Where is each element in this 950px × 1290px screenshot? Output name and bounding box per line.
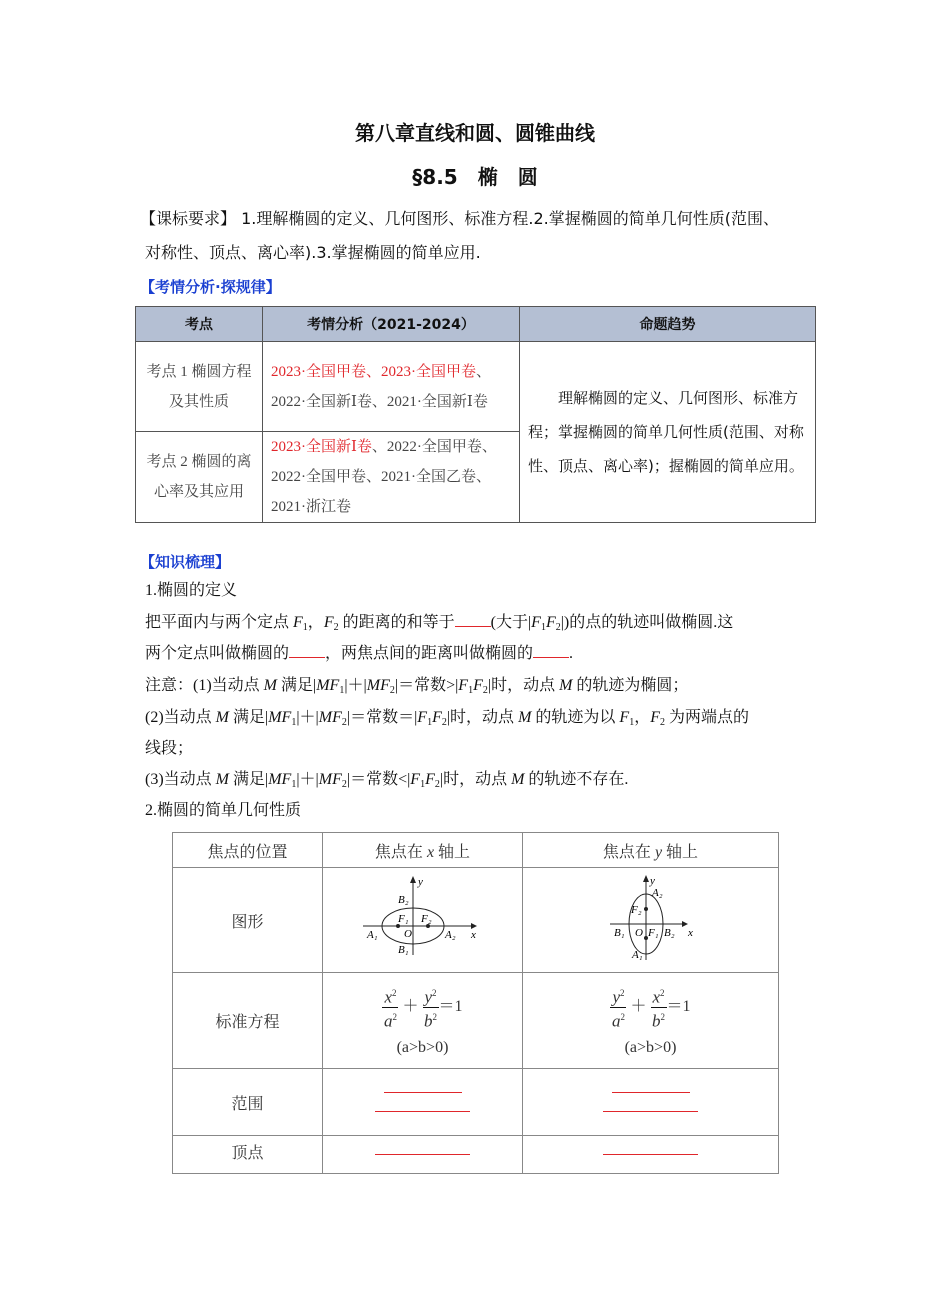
numerator: y — [424, 988, 433, 1007]
math-variable: M — [511, 771, 525, 788]
plus-sign: ＋ — [402, 998, 419, 1016]
math-variable: M — [215, 771, 229, 788]
math-variable: F — [545, 614, 556, 631]
text: |＋| — [296, 709, 319, 726]
fraction — [423, 984, 439, 1030]
fraction — [651, 984, 667, 1030]
vertex-y-blank[interactable] — [523, 1136, 779, 1174]
text: |时，动点 — [487, 677, 560, 694]
math-variable: F — [425, 771, 435, 788]
highlight-exams: 2023·全国甲卷、2023·全国甲卷 — [271, 363, 476, 380]
analysis-cell — [263, 342, 520, 432]
text: 的距离的和等于 — [338, 614, 455, 631]
requirements-line2: 对称性、顶点、离心率).3.掌握椭圆的简单应用. — [145, 243, 481, 262]
text: 满足| — [277, 677, 317, 694]
y-focus-header — [523, 833, 779, 868]
knowledge-line — [145, 676, 688, 696]
text: |＝常数<| — [346, 771, 411, 788]
row-label: 图形 — [173, 868, 323, 973]
vertex-label: B₂ — [397, 893, 409, 906]
topic-text: 心率及其应用 — [153, 484, 244, 500]
text: 的轨迹不存在. — [524, 771, 629, 788]
text: (2)当动点 — [145, 709, 216, 726]
x-focus-header — [323, 833, 523, 868]
fraction — [382, 984, 398, 1030]
knowledge-line — [145, 581, 237, 601]
math-variable: F — [473, 677, 483, 694]
knowledge-line — [145, 770, 628, 790]
vertex-label: A₁ — [366, 928, 378, 941]
highlight-exams: 2023·全国新Ⅰ卷 — [271, 439, 372, 455]
text: 为两端点的 — [664, 709, 749, 726]
requirements-label: 【课标要求】 — [140, 209, 237, 228]
subscript: 2 — [441, 717, 447, 728]
header-text: 焦点在 — [602, 843, 655, 861]
range-x-blank[interactable] — [323, 1069, 523, 1136]
vertex-label: B₁ — [613, 926, 625, 939]
axis-y-label: y — [417, 875, 423, 888]
math-variable: F — [531, 614, 541, 631]
math-variable: F — [650, 709, 660, 726]
trend-cell — [520, 342, 816, 523]
equation-y — [523, 973, 779, 1069]
text: 把平面内与两个定点 — [145, 614, 294, 631]
text: 的轨迹为椭圆； — [572, 677, 689, 694]
row-label: 顶点 — [173, 1136, 323, 1174]
knowledge-line — [145, 612, 733, 633]
equation-x — [323, 973, 523, 1069]
condition: (a>b>0) — [396, 1038, 449, 1056]
analysis-table — [135, 306, 816, 523]
math-variable: F — [432, 709, 442, 726]
figure-y-ellipse — [523, 868, 779, 973]
subscript: 2 — [555, 622, 561, 633]
subscript: 1 — [302, 622, 308, 633]
properties-table — [172, 832, 779, 1174]
fraction — [610, 984, 626, 1030]
math-variable: MF — [268, 709, 292, 726]
math-variable: F — [619, 709, 630, 726]
plus-sign: ＋ — [630, 998, 647, 1016]
axis-y-label: y — [649, 874, 655, 887]
text: |)的点的轨迹叫做椭圆.这 — [560, 614, 734, 631]
topic-text: 考点 1 椭圆方程 — [146, 363, 252, 380]
table-row — [173, 868, 779, 973]
section-title: §8.5 椭 圆 — [412, 165, 538, 189]
header-text: 焦点在 — [374, 843, 427, 861]
text: 满足| — [229, 709, 269, 726]
fill-in-blank[interactable] — [455, 612, 491, 627]
knowledge-line — [145, 708, 749, 728]
vertex-x-blank[interactable] — [323, 1136, 523, 1174]
vertex-label: A₁ — [631, 948, 643, 961]
math-variable: M — [263, 677, 277, 694]
header-analysis: 考情分析（2021-2024） — [263, 307, 520, 342]
subscript: 1 — [420, 779, 426, 790]
exponent: 2 — [432, 988, 437, 999]
exponent: 2 — [660, 1012, 666, 1022]
subscript: 2 — [333, 622, 339, 633]
requirements-text: 1.理解椭圆的定义、几何图形、标准方程.2.掌握椭圆的简单几何性质(范围、 — [236, 209, 779, 228]
math-variable: MF — [366, 677, 390, 694]
math-variable: MF — [318, 709, 342, 726]
exponent: 2 — [391, 988, 397, 999]
subscript: 2 — [389, 685, 395, 696]
standard-equation — [524, 984, 777, 1030]
text: ，两焦点间的距离叫做椭圆的 — [325, 645, 534, 662]
row-label: 标准方程 — [173, 973, 323, 1069]
table-row — [136, 342, 816, 432]
numerator: x — [652, 988, 661, 1007]
subscript: 2 — [434, 779, 440, 790]
axis-x-label: x — [470, 928, 476, 941]
text: 线段； — [145, 740, 194, 757]
knowledge-line — [145, 739, 193, 759]
text: 的轨迹为以 — [531, 709, 620, 726]
math-variable: M — [215, 709, 229, 726]
vertex-label: B₂ — [663, 926, 675, 939]
header-topic: 考点 — [136, 307, 263, 342]
math-variable: F — [293, 614, 303, 631]
math-variable: MF — [268, 771, 292, 788]
exponent: 2 — [392, 1012, 397, 1022]
origin-label: O — [634, 926, 643, 939]
topic-text: 及其性质 — [168, 393, 229, 410]
subscript: 2 — [341, 779, 347, 790]
var-y: y — [654, 843, 663, 861]
table-row — [173, 1069, 779, 1136]
topic-text: 考点 2 椭圆的离 — [146, 454, 252, 470]
equals-one: ＝1 — [438, 998, 463, 1016]
table-row — [173, 1136, 779, 1174]
denominator: a — [383, 1011, 393, 1031]
subscript: 1 — [291, 717, 297, 728]
text: 满足| — [229, 771, 269, 788]
subscript: 2 — [659, 717, 665, 728]
text: |＝常数＝| — [346, 709, 418, 726]
trend-text: 理解椭圆的定义、几何图形、标准方程；掌握椭圆的简单几何性质(范围、对称性、顶点、离心率)；握椭圆的简单应用。 — [528, 389, 804, 475]
table-header-row — [136, 307, 816, 342]
subscript: 1 — [540, 622, 546, 633]
math-variable: F — [417, 709, 428, 726]
denominator: b — [652, 1011, 661, 1031]
equals-one: ＝1 — [666, 998, 691, 1016]
subscript: 1 — [291, 779, 297, 790]
subscript: 1 — [468, 685, 474, 696]
exponent: 2 — [432, 1012, 438, 1022]
standard-equation — [324, 984, 521, 1030]
row-label: 范围 — [173, 1069, 323, 1136]
header-text: 轴上 — [662, 843, 699, 861]
exponent: 2 — [620, 1012, 625, 1022]
text: . — [569, 645, 574, 662]
text: ， — [307, 614, 324, 631]
analysis-cell — [263, 432, 520, 523]
math-variable: F — [410, 771, 421, 788]
vertex-label: A₂ — [651, 886, 663, 899]
math-variable: F — [458, 677, 469, 694]
math-variable: MF — [318, 771, 342, 788]
knowledge-line — [145, 643, 573, 664]
table-row — [173, 973, 779, 1069]
focus-label: F₂ — [630, 903, 642, 916]
header-trend: 命题趋势 — [520, 307, 816, 342]
vertex-label: A₂ — [444, 928, 456, 941]
ellipse-x-diagram — [363, 873, 483, 963]
text: |＋| — [296, 771, 319, 788]
other-exams: 、2022·全国新Ⅰ卷、2021·全国新Ⅰ卷 — [271, 363, 492, 410]
fill-in-blank[interactable] — [289, 643, 325, 658]
ellipse-y-diagram — [606, 872, 696, 964]
exponent: 2 — [619, 988, 625, 999]
numerator: y — [612, 988, 620, 1007]
subscript: 1 — [427, 717, 433, 728]
var-x: x — [426, 843, 435, 861]
col-header: 焦点的位置 — [173, 833, 323, 868]
text: (大于| — [490, 614, 532, 631]
focus-label: F₂ — [420, 912, 432, 925]
knowledge-line — [145, 801, 301, 821]
knowledge-heading: 【知识梳理】 — [140, 553, 231, 571]
numerator: x — [384, 988, 392, 1007]
exponent: 2 — [660, 988, 665, 999]
text: 两个定点叫做椭圆的 — [145, 645, 290, 662]
subscript: 2 — [482, 685, 488, 696]
other-exams: 、2022·全国甲卷、2022·全国甲卷、2021·全国乙卷、2021·浙江卷 — [271, 439, 497, 515]
text: |＝常数>| — [394, 677, 459, 694]
requirements-line1 — [140, 209, 779, 229]
math-variable: MF — [316, 677, 340, 694]
denominator: b — [424, 1011, 433, 1031]
text: (3)当动点 — [145, 771, 216, 788]
math-variable: M — [559, 677, 573, 694]
text: |时，动点 — [439, 771, 512, 788]
text: |＋| — [344, 677, 367, 694]
vertex-label: B₁ — [397, 943, 409, 956]
math-variable: M — [518, 709, 532, 726]
topic-cell — [136, 432, 263, 523]
range-y-blank[interactable] — [523, 1069, 779, 1136]
text: 1.椭圆的定义 — [145, 582, 238, 599]
denominator: a — [611, 1011, 621, 1031]
header-text: 轴上 — [434, 843, 471, 861]
subscript: 1 — [339, 685, 345, 696]
figure-x-ellipse — [323, 868, 523, 973]
condition: (a>b>0) — [624, 1038, 677, 1056]
focus-label: F₁ — [647, 926, 659, 939]
axis-x-label: x — [687, 926, 693, 939]
origin-label: O — [403, 927, 412, 940]
math-variable: F — [323, 614, 334, 631]
text: |时，动点 — [446, 709, 519, 726]
subscript: 2 — [341, 717, 347, 728]
fill-in-blank[interactable] — [533, 643, 569, 658]
text: ， — [634, 709, 651, 726]
topic-cell — [136, 342, 263, 432]
text: 2.椭圆的简单几何性质 — [145, 802, 302, 819]
subscript: 1 — [629, 717, 635, 728]
chapter-title: 第八章直线和圆、圆锥曲线 — [355, 121, 595, 145]
table-row — [173, 833, 779, 868]
focus-label: F₁ — [397, 912, 409, 925]
text: 注意：(1)当动点 — [145, 677, 264, 694]
analysis-heading: 【考情分析·探规律】 — [140, 278, 281, 296]
